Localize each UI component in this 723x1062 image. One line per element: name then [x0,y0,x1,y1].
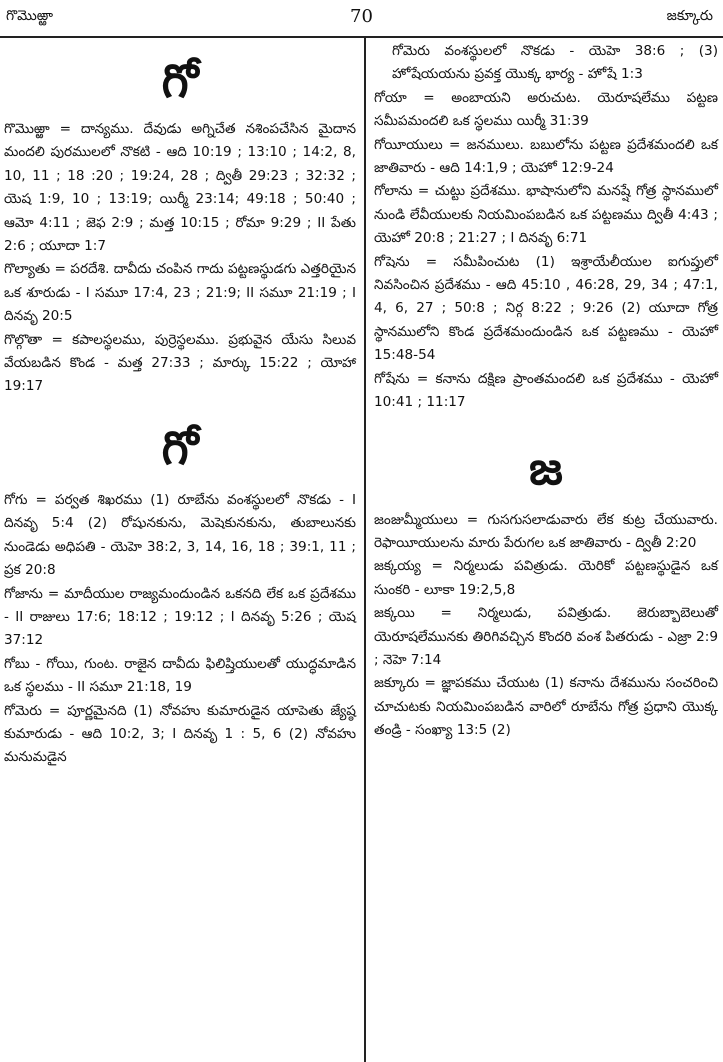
entry [4,329,356,399]
entry-headword: జక్కయి [374,605,415,622]
entry-headword: గోగు [4,491,28,508]
entry-text: - గోయి, గుంట. రాజైన దావీదు ఫిలిష్తియులతో యుద్ధమాడిన ఒక స్థలము - II సమూ 21:18, 19 [4,655,356,696]
entry-text: = మాదీయుల రాజ్యమందుండిన ఒకనది లేక ఒక ప్రదేశము - II రాజులు 17:6; 18:12 ; 19:12 ; I దినవృ 5:26 ; యెష 37:12 [4,585,356,649]
column-divider [364,38,366,1062]
entry-continuation [374,40,718,87]
entry [374,251,718,368]
entry-headword: జక్కయ్య [374,558,421,575]
entry-headword: గోమెరు [4,702,42,719]
section-letter-go-2: గో [161,420,199,475]
entry-text: = పూర్ణమైనది (1) నోవహు కుమారుడైన యాపెతు జ్యేష్ఠ కుమారుడు - ఆది 10:2, 3; I దినవృ 1 : 5, 6 (2) నోవహు మనుమడైన [4,702,356,766]
entry-headword: గోయీయులు [374,136,443,153]
entry [4,489,356,583]
entry [4,118,356,258]
entry-text: = గుసగుసలాడువారు లేక కుట్ర చేయువారు. రెఫాయీయులను మారు పేరుగల ఒక జాతివారు - ద్వితీ 2:20 [374,511,718,551]
entry-text: = పర్వత శిఖరము (1) రూబేను వంశస్థులలో నొకడు - I దినవృ 5:4 (2) రోషునకును, మెషెకునకును, తుబాలునకు నుండెడు అధిపతి - యెహె 38:2, 3, 14, 16, 18 ; 39:1, 11 ; ప్రక 20:8 [4,491,356,579]
entry-text: = కపాలస్థలము, పుర్రెస్థలము. ప్రభువైన యేసు సిలువ వేయబడిన కొండ - మత్త 27:33 ; మార్కు 15:22 ; యోహా 19:17 [4,331,356,395]
entry-headword: గోలాను [374,183,413,200]
section-letter-go-1: గో [161,54,199,108]
entry [4,700,356,770]
running-head-left: గొమొఱ్ఱా [6,8,54,24]
entry-text: = కనాను దక్షిణ ప్రాంతమందలి ఒక ప్రదేశము - యెహో 10:41 ; 11:17 [374,370,718,411]
right-column [374,40,718,743]
entry [374,602,718,672]
entry [374,672,718,742]
entry-text: = జ్ఞాపకము చేయుట (1) కనాను దేశమును సంచరించి చూచుటకు నియమింపబడిన వారిలో రూబేను గోత్ర ప్రధాని యొక్క తండ్రి - సంఖ్యా 13:5 (2) [374,675,718,739]
entry-headword: గోషెను [374,253,410,270]
section-letter-ja: జ [529,440,563,495]
entry [4,583,356,653]
entry-headword: జక్కూరు [374,675,420,692]
entry-headword: గోషేను [374,370,410,387]
entry-headword: గొల్గొతా [4,331,43,348]
running-head-right: జక్కూరు [666,8,713,24]
entry-text: = సమీపించుట (1) ఇశ్రాయేలీయుల ఐగుప్తులో నివసించిన ప్రదేశము - ఆది 45:10 , 46:28, 29, 34 ; 47:1, 4, 6, 27 ; 50:8 ; నిర్గ 8:22 ; 9:26 (2) యూదా గోత్ర స్థానములోని కొండ ప్రదేశమందుండిన ఒక పట్టణము - యెహో 15:48-54 [374,253,718,364]
entry [374,180,718,250]
entry-headword: గోబు [4,655,30,672]
entry-headword: గోయా [374,89,407,106]
page-header [0,0,723,34]
entry [374,509,718,556]
entry-text: = పరదేశి. దావీదు చంపిన గాదు పట్టణస్థుడగు ఎత్తరియైన ఒక శూరుడు - I సమూ 17:4, 23 ; 21:9; II సమూ 21:19 ; I దినవృ 20:5 [4,261,356,325]
entry-text: = జనములు. బబులోను పట్టణ ప్రదేశమందలి ఒక జాతివారు - ఆది 14:1,9 ; యెహో 12:9-24 [374,136,718,177]
left-column [4,40,356,770]
page-number: 70 [350,6,373,27]
entry-headword: గోజాను [4,585,43,602]
entry-text: = చుట్టు ప్రదేశము. భాషానులోని మనష్షే గోత్ర స్థానములో నుండి లేవీయులకు నియమింపబడిన ఒక పట్టణము ద్వితీ 4:43 ; యెహో 20:8 ; 21:27 ; I దినవృ 6:71 [374,183,718,247]
header-rule [0,36,723,38]
entry-text: = అంబాయని అరుచుట. యెరూషలేము పట్టణ సమీపమందలి ఒక స్థలము యిర్మీ 31:39 [374,89,718,130]
entry [374,134,718,181]
entry [374,555,718,602]
entry-text: గోమెరు వంశస్థులలో నొకడు - యెహె 38:6 ; (3) హోషేయయను ప్రవక్త యొక్క భార్య - హోషే 1:3 [392,43,718,83]
entry-text: = నిర్మలుడు, పవిత్రుడు. జెరుబ్బాబెలుతో యెరూషలేమునకు తిరిగివచ్చిన కొందరి వంశ పితరుడు - ఎజ్రా 2:9 ; నెహె 7:14 [374,605,718,668]
entry [4,653,356,700]
entry-headword: గొల్యాతు [4,261,51,278]
entry [374,87,718,134]
entry-headword: జంజుమ్మీయులు [374,511,458,528]
entry-headword: గొమొఱ్ఱా [4,121,50,137]
entry [374,368,718,415]
entry [4,258,356,328]
entry-text: = నిర్మలుడు పవిత్రుడు. యెరికో పట్టణస్థుడైన ఒక సుంకరి - లూకా 19:2,5,8 [374,558,718,598]
entry-text: = దాన్యము. దేవుడు అగ్నిచేత నశింపచేసిన మైదాన మందలి పురములలో నొకటి - ఆది 10:19 ; 13:10 ; 14:2, 8, 10, 11 ; 18 :20 ; 19:24, 28 ; ద్వితీ 29:23 ; 32:32 ; యెష 1:9, 10 ; 13:19; యిర్మీ 23:14; 49:18 ; 50:40 ; ఆమో 4:11 ; జెఫ 2:9 ; మత్త 10:15 ; రోమా 9:29 ; II పేతు 2:6 ; యూదా 1:7 [4,121,356,255]
